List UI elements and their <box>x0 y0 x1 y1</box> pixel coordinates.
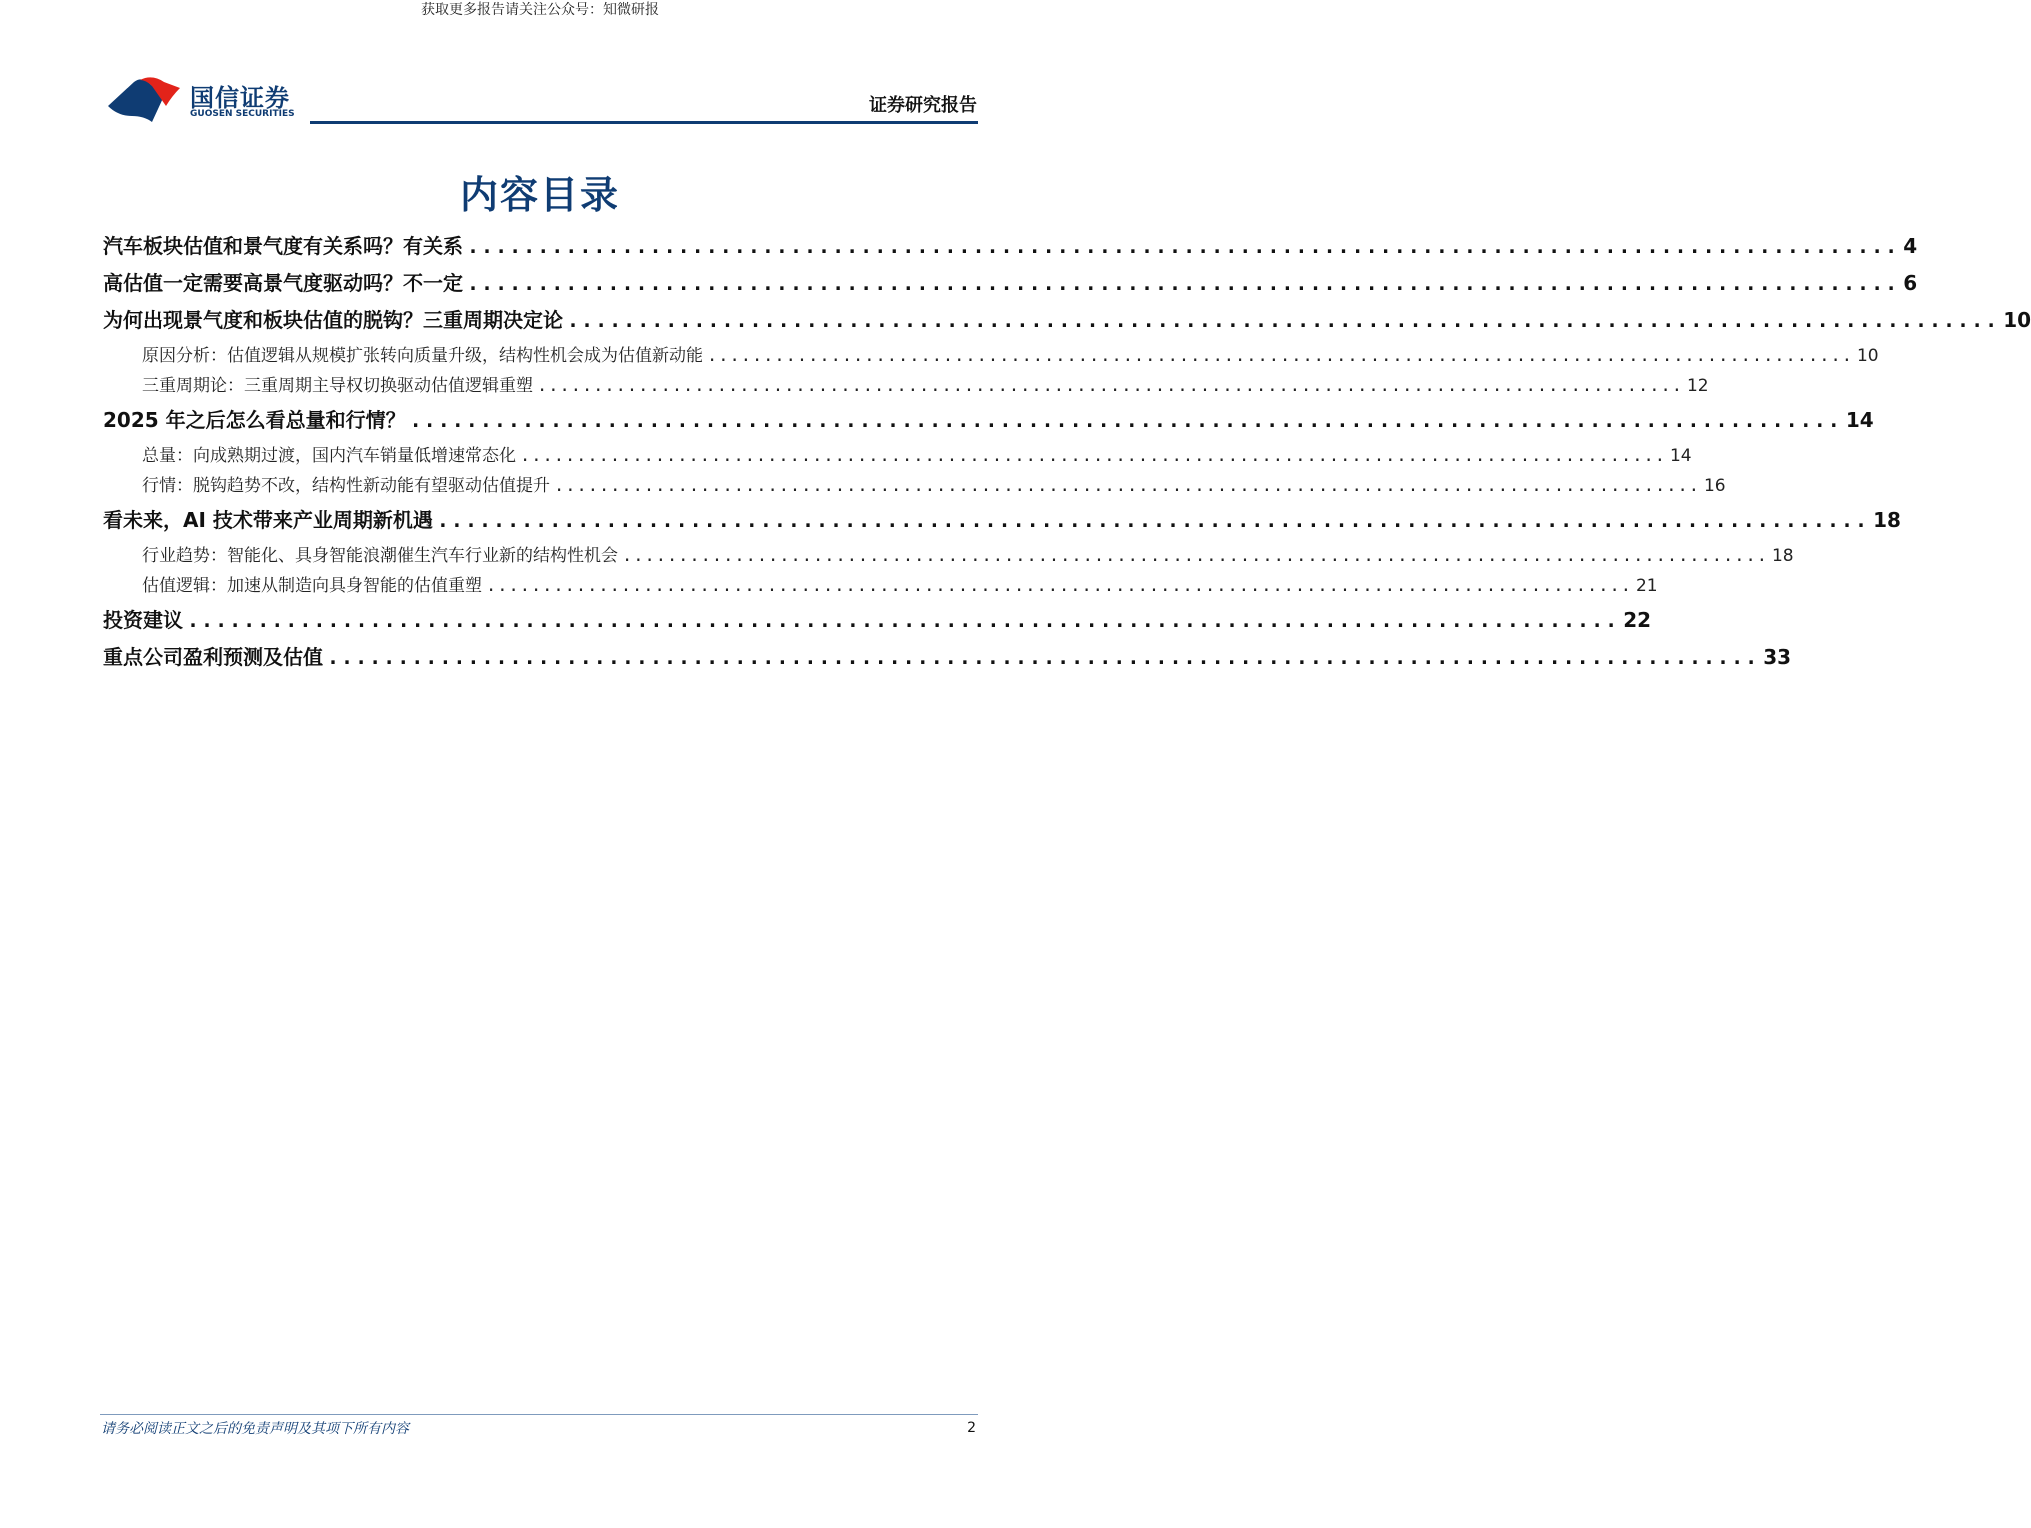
toc-entry[interactable] <box>103 604 1652 633</box>
toc-leader-dots: ...................................................................................................... <box>554 476 1700 496</box>
toc-entry-title: 行业趋势：智能化、具身智能浪潮催生汽车行业新的结构性机会 <box>142 546 618 566</box>
toc-entry-title: 重点公司盈利预测及估值 <box>103 645 323 669</box>
footer-disclaimer: 请务必阅读正文之后的免责声明及其项下所有内容 <box>101 1421 409 1437</box>
toc-subentry[interactable] <box>142 571 1658 596</box>
page-number: 2 <box>967 1420 976 1436</box>
toc-entry-page: 14 <box>1845 408 1874 432</box>
toc-entry-page: 10 <box>1856 346 1879 366</box>
toc-subentry[interactable] <box>142 541 1794 566</box>
toc-entry[interactable] <box>103 230 1918 259</box>
toc-leader-dots: ...................................................................................................... <box>436 508 1870 532</box>
toc-leader-dots: ...................................................................................................... <box>622 546 1768 566</box>
logo-english-name: GUOSEN SECURITIES <box>190 109 295 119</box>
toc-leader-dots: ...................................................................................................... <box>187 608 1620 632</box>
toc-entry-page: 33 <box>1763 645 1792 669</box>
toc-leader-dots: ...................................................................................................... <box>707 346 1853 366</box>
toc-entry-page: 10 <box>2003 308 2031 332</box>
report-type-label: 证券研究报告 <box>869 95 977 116</box>
toc-entry-title: 为何出现景气度和板块估值的脱钩？三重周期决定论 <box>103 308 563 332</box>
toc-subentry[interactable] <box>142 471 1726 496</box>
toc-leader-dots: ...................................................................................................... <box>520 446 1666 466</box>
toc-entry-page: 12 <box>1686 376 1709 396</box>
toc-entry-title: 2025 年之后怎么看总量和行情？ <box>103 408 406 432</box>
toc-leader-dots: ...................................................................................................... <box>467 271 1900 295</box>
toc-entry-title: 三重周期论：三重周期主导权切换驱动估值逻辑重塑 <box>142 376 533 396</box>
toc-entry[interactable] <box>103 641 1792 670</box>
toc-entry-page: 6 <box>1903 271 1918 295</box>
logo-mark-icon <box>106 76 184 124</box>
header-divider <box>310 121 978 124</box>
toc-leader-dots: ...................................................................................................... <box>409 408 1842 432</box>
toc-entry-title: 投资建议 <box>103 608 183 632</box>
toc-title: 内容目录 <box>459 173 620 217</box>
toc-entry[interactable] <box>103 304 2031 333</box>
toc-leader-dots: ...................................................................................................... <box>467 234 1900 258</box>
toc-entry-title: 行情：脱钩趋势不改，结构性新动能有望驱动估值提升 <box>142 476 550 496</box>
toc-entry-page: 21 <box>1635 576 1658 596</box>
toc-entry-title: 看未来，AI 技术带来产业周期新机遇 <box>103 508 433 532</box>
toc-entry-title: 估值逻辑：加速从制造向具身智能的估值重塑 <box>142 576 482 596</box>
toc-entry-title: 高估值一定需要高景气度驱动吗？不一定 <box>103 271 463 295</box>
toc-entry-page: 22 <box>1623 608 1652 632</box>
toc-entry[interactable] <box>103 267 1918 296</box>
toc-entry-page: 4 <box>1903 234 1918 258</box>
toc-entry[interactable] <box>103 404 1874 433</box>
toc-subentry[interactable] <box>142 371 1709 396</box>
toc-leader-dots: ...................................................................................................... <box>537 376 1683 396</box>
top-note: 获取更多报告请关注公众号：知微研报 <box>421 2 659 18</box>
company-logo <box>106 76 306 126</box>
toc-entry-page: 14 <box>1669 446 1692 466</box>
toc-entry-page: 16 <box>1703 476 1726 496</box>
footer-divider <box>100 1414 978 1415</box>
toc-subentry[interactable] <box>142 441 1692 466</box>
toc-leader-dots: ...................................................................................................... <box>486 576 1632 596</box>
toc-entry-page: 18 <box>1771 546 1794 566</box>
toc-entry-title: 原因分析：估值逻辑从规模扩张转向质量升级，结构性机会成为估值新动能 <box>142 346 703 366</box>
toc-leader-dots: ...................................................................................................... <box>567 308 2000 332</box>
toc-entry-page: 18 <box>1873 508 1901 532</box>
toc-entry[interactable] <box>103 504 1901 533</box>
toc-entry-title: 总量：向成熟期过渡，国内汽车销量低增速常态化 <box>142 446 516 466</box>
toc-entry-title: 汽车板块估值和景气度有关系吗？有关系 <box>103 234 463 258</box>
toc-subentry[interactable] <box>142 341 1879 366</box>
logo-chinese-name: 国信证券 <box>190 84 290 112</box>
toc-leader-dots: ...................................................................................................... <box>327 645 1760 669</box>
